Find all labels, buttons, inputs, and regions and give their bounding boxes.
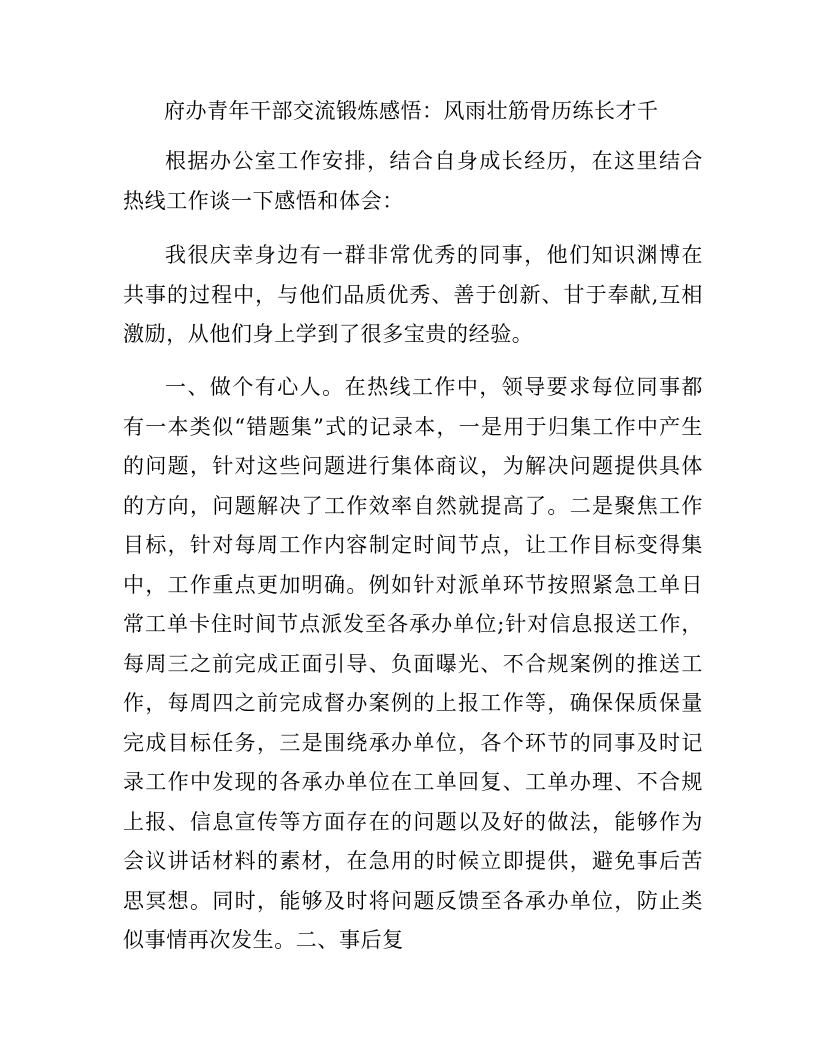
paragraph-intro: 根据办公室工作安排，结合自身成长经历，在这里结合热线工作谈一下感悟和体会：	[123, 149, 703, 213]
document-title: 府办青年干部交流锻炼感悟：风雨壮筋骨历练长才千	[164, 99, 659, 123]
paragraph-section-one: 一、做个有心人。在热线工作中，领导要求每位同事都有一本类似“错题集”式的记录本，一是用于归集工作中产生的问题，针对这些问题进行集体商议，为解决问题提供具体的方向，问题解决了工作效率自然就提高了。二是聚焦工作目标，针对每周工作内容制定时间节点，让工作目标变得集中，工作重点更加明确。例如针对派单环节按照紧急工单日常工单卡住时间节点派发至各承办单位;针对信息报送工作，每周三之前完成正面引导、负面曝光、不合规案例的推送工作，每周四之前完成督办案例的上报工作等，确保保质保量完成目标任务，三是围绕承办单位，各个环节的同事及时记录工作中发现的各承办单位在工单回复、工单办理、不合规上报、信息宣传等方面存在的问题以及好的做法，能够作为会议讲话材料的素材，在急用的时候立即提供，避免事后苦思冥想。同时，能够及时将问题反馈至各承办单位，防止类似事情再次发生。二、事后复	[123, 375, 703, 952]
paragraph-colleagues: 我很庆幸身边有一群非常优秀的同事，他们知识渊博在共事的过程中，与他们品质优秀、善于创新、甘于奉献,互相激励，从他们身上学到了很多宝贵的经验。	[123, 243, 703, 346]
